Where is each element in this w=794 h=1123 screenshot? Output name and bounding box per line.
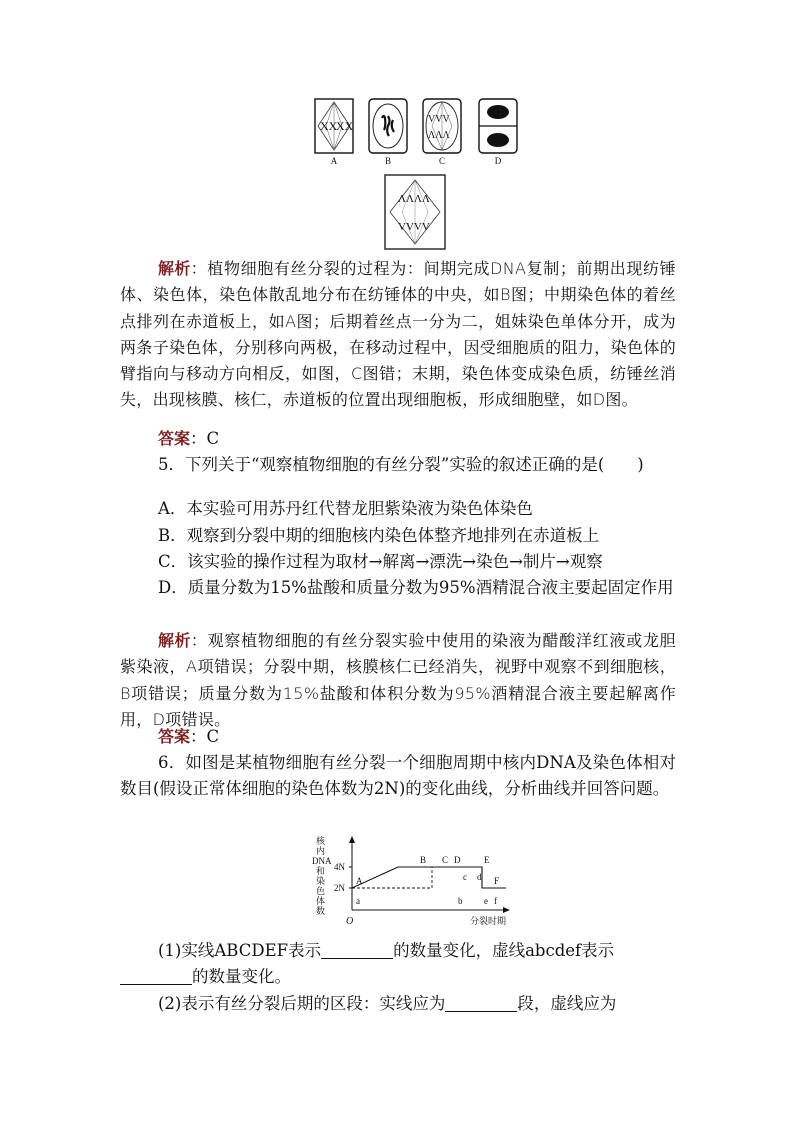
cell-figure-c: [422, 98, 462, 154]
analysis-text: ：观察植物细胞的有丝分裂实验中使用的染液为醋酸洋红液或龙胆紫染液，A项错误；分裂中期，核膜核仁已经消失，视野中观察不到细胞核，B项错误；质量分数为15%盐酸和体积分数为95%酒精混合液主要起解离作用，D项错误。: [120, 631, 676, 729]
analysis-label: 解析: [158, 631, 191, 650]
question-6-stem: 6．如图是某植物细胞有丝分裂一个细胞周期中核内DNA及染色体相对数目(假设正常体细胞的染色体数为2N)的变化曲线，分析曲线并回答问题。: [120, 753, 676, 799]
chart-point-label-d-dashed: d: [477, 872, 482, 882]
cell-label-b: B: [384, 156, 391, 166]
svg-text:VVV: VVV: [428, 114, 450, 125]
answer-label: 答案: [158, 727, 191, 746]
answer-text: ：C: [190, 727, 220, 746]
anaphase-figure: [384, 174, 446, 250]
chart-point-label-c-dashed: c: [463, 872, 467, 882]
question-6-sub-2: [120, 991, 676, 1017]
chart-point-label-f-dashed: f: [494, 896, 497, 906]
sub2-part-a: (2)表示有丝分裂后期的区段：实线应为: [158, 994, 446, 1013]
analysis-label: 解析: [158, 259, 191, 278]
cell-figure-b: [368, 98, 408, 154]
chart-origin: O: [346, 916, 354, 927]
chart-point-label-e-dashed: e: [484, 896, 488, 906]
dna-chromosome-chart: [308, 832, 526, 928]
chart-series-solid: [352, 867, 506, 888]
answer-line-2: [120, 724, 676, 750]
answer-blank-1[interactable]: [321, 942, 393, 959]
analysis-paragraph-2: [120, 628, 676, 733]
chart-point-label-C-solid: C: [442, 855, 449, 865]
chart-ytick-2n: 2N: [334, 883, 345, 893]
answer-blank-2[interactable]: [120, 968, 192, 985]
analysis-text: ：植物细胞有丝分裂的过程为：间期完成DNA复制；前期出现纺锤体、染色体，染色体散乱地分布在纺锤体的中央，如B图；中期染色体的着丝点排列在赤道板上，如A图；后期着丝点一分为二，姐妹染色单体分开，成为两条子染色体，分别移向两极，在移动过程中，因受细胞质的阻力，染色体的臂指向与移动方向相反，如图，C图错；末期，染色体变成染色质，纺锤丝消失，出现核膜、核仁，赤道板的位置出现细胞板，形成细胞壁，如D图。: [120, 259, 676, 410]
chart-xlabel: 分裂时期: [470, 916, 507, 926]
answer-label: 答案: [158, 429, 191, 448]
sub1-part-c: 的数量变化。: [192, 967, 291, 986]
cell-figure-d: [478, 98, 518, 154]
svg-text:ΛΛΛΛ: ΛΛΛΛ: [398, 193, 430, 205]
chart-point-label-D-solid: D: [454, 855, 461, 865]
sub2-part-b: 段，虚线应为: [517, 994, 617, 1013]
answer-blank-3[interactable]: [445, 995, 517, 1012]
answer-text: ：C: [190, 429, 220, 448]
cell-label-d: D: [494, 156, 502, 166]
analysis-paragraph-1: [120, 256, 676, 414]
svg-text:XX: XX: [320, 119, 338, 133]
chart-ylabel: 核内 DNA 和染色体数: [312, 836, 332, 916]
question-5-option-a: A．本实验可用苏丹红代替龙胆紫染液为染色体染色: [158, 499, 533, 518]
sub1-part-b: 的数量变化，虚线abcdef表示: [393, 941, 615, 960]
question-5-option-d: D．质量分数为15%盐酸和质量分数为95%酒精混合液主要起固定作用: [158, 578, 674, 597]
cell-label-c: C: [438, 156, 445, 166]
svg-text:VVVV: VVVV: [398, 221, 430, 233]
question-5-option-c: C．该实验的操作过程为取材→解离→漂洗→染色→制片→观察: [158, 552, 603, 571]
sub1-part-a: (1)实线ABCDEF表示: [158, 941, 322, 960]
chart-point-label-b-dashed: b: [458, 896, 463, 906]
svg-text:XX: XX: [336, 119, 354, 133]
chart-point-label-E-solid: E: [484, 855, 490, 865]
svg-text:ΛΛΛ: ΛΛΛ: [428, 130, 450, 141]
question-6-sub-1: [120, 938, 676, 964]
question-6-sub-1-cont: [120, 964, 676, 990]
chart-point-label-a-dashed: a: [356, 896, 360, 906]
chart-ytick-4n: 4N: [334, 862, 345, 872]
cell-figure-a: [314, 98, 354, 154]
cell-label-a: A: [330, 156, 338, 166]
chart-point-label-F-solid: F: [494, 876, 500, 886]
mitosis-figures: [314, 98, 524, 170]
question-5-option-b: B．观察到分裂中期的细胞核内染色体整齐地排列在赤道板上: [158, 526, 600, 545]
answer-line-1: [120, 426, 676, 452]
question-5-stem: 5．下列关于“观察植物细胞的有丝分裂”实验的叙述正确的是( ): [158, 455, 644, 474]
chart-point-label-B-solid: B: [420, 855, 427, 865]
chart-point-label-A-solid: A: [356, 876, 363, 886]
